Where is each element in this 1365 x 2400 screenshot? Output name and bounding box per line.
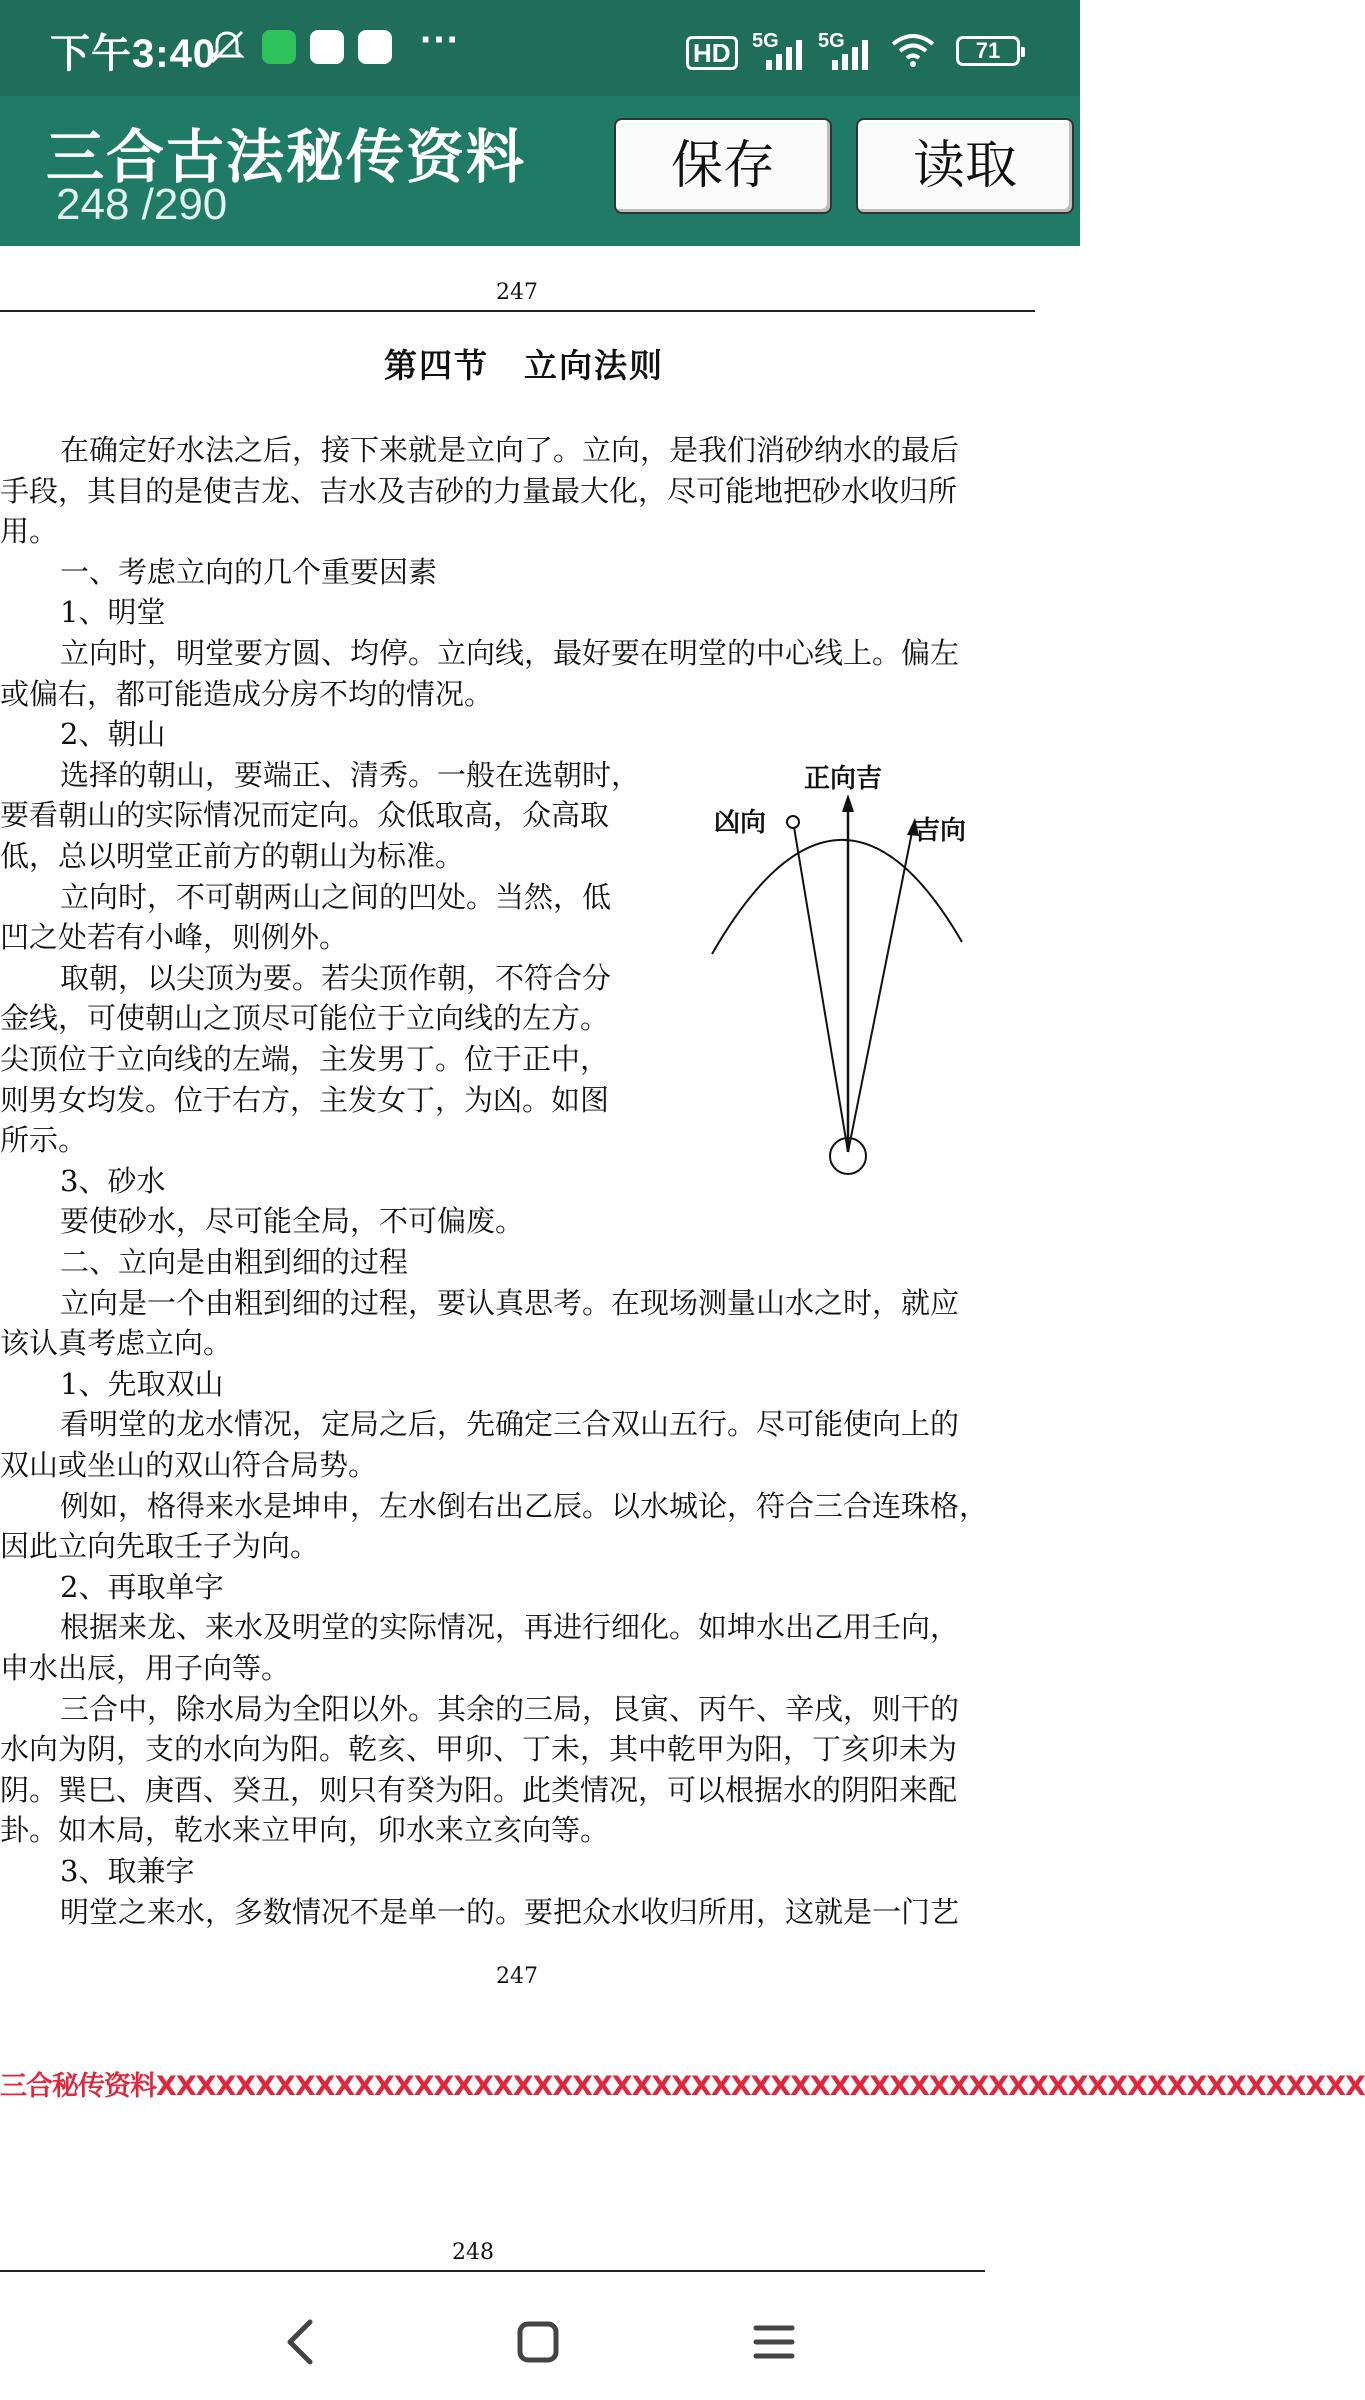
text-line: 立向时，不可朝两山之间的凹处。当然，低 xyxy=(60,879,612,914)
app-header xyxy=(0,96,1080,246)
text-line: 或偏右，都可能造成分房不均的情况。 xyxy=(0,676,494,711)
next-page-number: 248 xyxy=(452,2240,494,2265)
text-line: 1、先取双山 xyxy=(60,1366,224,1401)
direction-diagram xyxy=(700,764,980,1172)
text-line: 凹之处若有小峰，则例外。 xyxy=(0,920,349,955)
text-line: 一、考虑立向的几个重要因素 xyxy=(60,554,438,589)
text-line: 例如，格得来水是坤申，左水倒右出乙辰。以水城论，符合三合连珠格， xyxy=(60,1488,989,1523)
label-bad-direction: 凶向 xyxy=(714,808,767,838)
text-line: 手段，其目的是使吉龙、吉水及吉砂的力量最大化，尽可能地把砂水收归所 xyxy=(0,473,958,508)
next-page-rule xyxy=(0,2270,985,2272)
text-line: 选择的朝山，要端正、清秀。一般在选朝时， xyxy=(60,757,641,792)
text-line: 申水出辰，用子向等。 xyxy=(0,1651,291,1685)
watermark-strip: 三合秘传资料XXXXXXXXXXXXXXXXXXXXXXXXXXXXXXXXXXXXXXXXXXXXXXXXXXXXXXXXXXXXX xyxy=(0,2071,1365,2102)
menu-icon[interactable] xyxy=(744,2312,804,2372)
text-line: 金线，可使朝山之顶尽可能位于立向线的左方。 xyxy=(0,1001,610,1036)
text-line: 2、朝山 xyxy=(60,717,166,752)
more-notifications-icon: ··· xyxy=(420,18,460,62)
text-line: 3、砂水 xyxy=(60,1163,166,1198)
text-line: 二、立向是由粗到细的过程 xyxy=(60,1245,409,1279)
text-line: 三合中，除水局为全阳以外。其余的三局，艮寅、丙午、辛戌，则干的 xyxy=(60,1691,960,1726)
label-correct-direction: 正向吉 xyxy=(804,764,883,794)
text-line: 取朝，以尖顶为要。若尖顶作朝，不符合分 xyxy=(60,960,612,995)
save-button[interactable]: 保存 xyxy=(614,118,832,214)
status-time: 下午3:40 xyxy=(50,32,217,76)
text-line: 则男女均发。位于右方，主发女丁，为凶。如图 xyxy=(0,1082,610,1117)
text-line: 低，总以明堂正前方的朝山为标准。 xyxy=(0,839,465,873)
text-line: 1、明堂 xyxy=(60,595,166,630)
cloud-app-icon xyxy=(358,30,392,64)
load-button[interactable]: 读取 xyxy=(856,118,1074,214)
navigation-bar xyxy=(0,2286,1080,2400)
text-line: 立向时，明堂要方圆、均停。立向线，最好要在明堂的中心线上。偏左 xyxy=(60,636,960,670)
page-number-bottom: 247 xyxy=(496,1964,538,1989)
text-line: 看明堂的龙水情况，定局之后，先确定三合双山五行。尽可能使向上的 xyxy=(60,1407,960,1442)
wifi-icon xyxy=(890,32,936,68)
text-line: 所示。 xyxy=(0,1123,88,1158)
section-title: 第四节 立向法则 xyxy=(384,346,664,385)
network-type-1: 5G xyxy=(752,30,779,52)
text-line: 双山或坐山的双山符合局势。 xyxy=(0,1448,378,1482)
text-line: 3、取兼字 xyxy=(60,1854,195,1888)
home-icon[interactable] xyxy=(508,2312,568,2372)
text-line: 要使砂水，尽可能全局，不可偏废。 xyxy=(60,1204,525,1239)
header-rule xyxy=(0,310,1035,312)
signal-strength-icon xyxy=(762,34,812,70)
text-line: 该认真考虑立向。 xyxy=(0,1326,233,1361)
app-title: 三合古法秘传资料 xyxy=(46,125,527,190)
bad-direction-point xyxy=(787,816,799,828)
hd-voice-badge: HD xyxy=(686,36,738,70)
text-line: 在确定好水法之后，接下来就是立向了。立向，是我们消砂纳水的最后 xyxy=(60,433,960,467)
network-type-2: 5G xyxy=(818,30,845,52)
wechat-icon xyxy=(262,30,296,64)
status-bar xyxy=(0,0,1080,96)
signal-strength-2-icon xyxy=(828,34,878,70)
back-icon[interactable] xyxy=(272,2312,332,2372)
text-line: 立向是一个由粗到细的过程，要认真思考。在现场测量山水之时，就应 xyxy=(60,1285,960,1320)
text-line: 明堂之来水，多数情况不是单一的。要把众水收归所用，这就是一门艺 xyxy=(60,1894,960,1929)
battery-icon: 71 xyxy=(956,36,1020,66)
notification-muted-icon xyxy=(208,28,246,66)
text-line: 阴。巽巳、庚酉、癸丑，则只有癸为阳。此类情况，可以根据水的阴阳来配 xyxy=(0,1772,958,1807)
page-number-top: 247 xyxy=(496,280,538,305)
text-line: 2、再取单字 xyxy=(60,1569,224,1604)
text-line: 用。 xyxy=(0,514,59,549)
text-line: 要看朝山的实际情况而定向。众低取高，众高取 xyxy=(0,798,610,833)
label-good-direction: 吉向 xyxy=(914,816,967,846)
text-line: 尖顶位于立向线的左端，主发男丁。位于正中， xyxy=(0,1042,610,1076)
text-line: 卦。如木局，乾水来立甲向，卯水来立亥向等。 xyxy=(0,1813,610,1848)
document-page[interactable] xyxy=(0,246,1365,2286)
bad-direction-line xyxy=(794,827,848,1152)
text-line: 水向为阴，支的水向为阳。乾亥、甲卯、丁未，其中乾甲为阳，丁亥卯未为 xyxy=(0,1732,958,1767)
good-direction-arrow xyxy=(848,827,913,1152)
text-line: 根据来龙、来水及明堂的实际情况，再进行细化。如坤水出乙用壬向， xyxy=(60,1610,960,1645)
app-notification-icon xyxy=(310,30,344,64)
page-counter: 248 /290 xyxy=(56,180,228,229)
text-line: 因此立向先取壬子为向。 xyxy=(0,1529,320,1564)
